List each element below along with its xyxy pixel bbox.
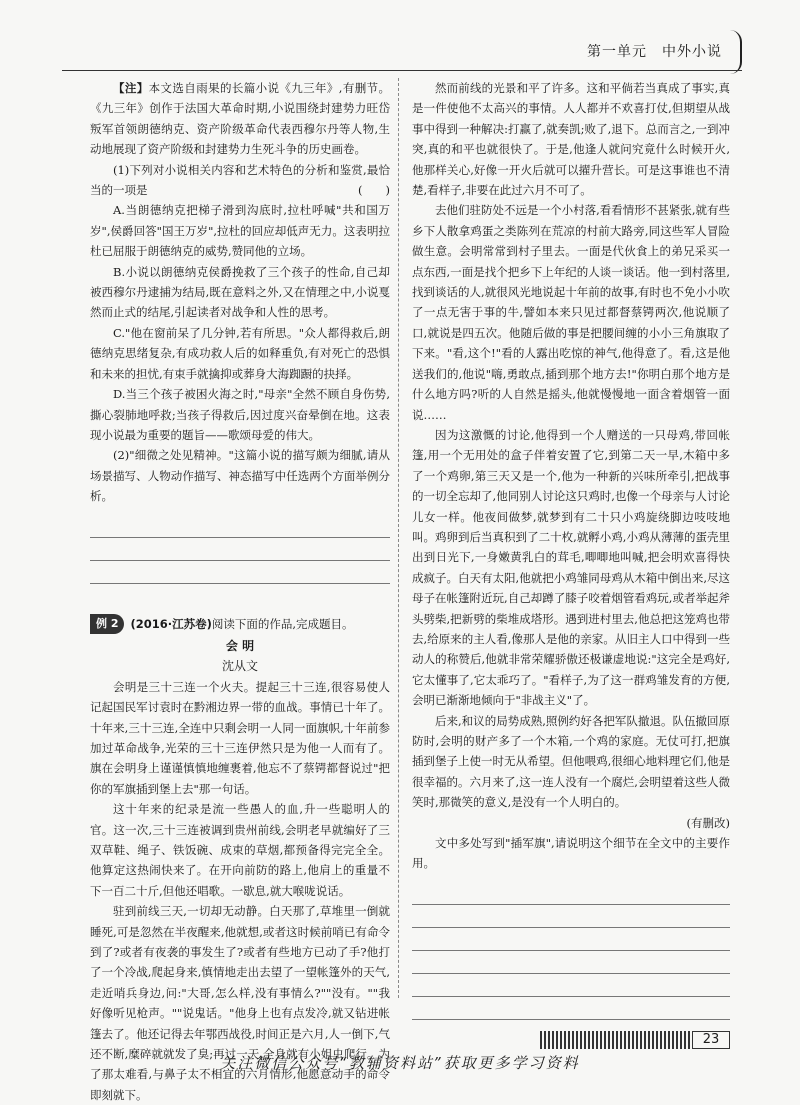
source-note: (有删改) <box>686 815 730 830</box>
answer-line[interactable] <box>412 974 730 997</box>
question-1 <box>90 160 390 201</box>
hatch-decoration <box>540 1031 692 1049</box>
article-title: 会 明 <box>225 638 255 653</box>
answer-line[interactable] <box>412 951 730 974</box>
article-author: 沈从文 <box>221 659 258 674</box>
article-paragraph-5: 去他们驻防处不远是一个小村落,看看情形不甚紧张,就有些乡下人散拿鸡蛋之类陈列在荒凉的村前大路旁,同这些军人冒险做生意。会明常常到村子里去。一面是代伙食上的弟兄采买一点东西,一面是找个把乡下上年纪的人谈一谈话。他一到村落里,找到谈话的人,就很风光地说起十年前的故事,有时也不免小小吹了一点无害于事的牛,譬如本来只见过都督蔡锷两次,他说顺了口,就说是四五次。他随后做的事是把腰间缠的小小三角旗取了下来。"看,这个!"看的人露出吃惊的神气,他得意了。看,这是他送我们的,他说"嗨,勇敢点,插到那个地方去!"你明白那个地方是什么地方吗?听的人自然是摇头,他就慢慢地一面含着烟管一面说…… <box>412 203 730 422</box>
answer-lines-right[interactable] <box>412 882 730 1020</box>
example-tag: 例 2 <box>90 614 124 634</box>
answer-line[interactable] <box>90 561 390 584</box>
answer-lines[interactable] <box>90 515 390 584</box>
answer-line[interactable] <box>412 905 730 928</box>
answer-line[interactable] <box>90 515 390 538</box>
header-curve-ornament <box>724 30 742 74</box>
example-desc: 阅读下面的作品,完成题目。 <box>211 616 354 631</box>
article-paragraph-6: 因为这激慨的讨论,他得到一个人赠送的一只母鸡,带回帐篷,用一个无用处的盒子伴着安置了它,到第二天一早,木箱中多了一个鸡卵,第三天又是一个,他为一种新的兴味所牵引,把战事的一切全忘却了,他同别人讨论这只鸡时,也像一个母亲与人讨论儿女一样。他夜间做梦,就梦到有二十只小鸡旋绕脚边吱吱地叫。鸡卵到后当真积到了二十枚,就孵小鸡,小鸡从薄薄的蛋壳里出到日光下,一身嫩黄乳白的茸毛,唧唧地叫喊,把会明欢喜得快成疯子。白天有太阳,他就把小鸡雏同母鸡从木箱中倒出来,尽这母子在帐篷附近玩,自己却蹲了膝子咬着烟管看鸡玩,或者举起斧头劈柴,把新劈的柴堆成塔形。遇到进村里去,他总把这笼鸡也带去,给原来的主人看,像那人是他的亲家。从旧主人口中得到一些动人的称赞后,他就非常荣耀骄傲还极谦虚地说:"这完全是鸡好,它太懂事了,它太乖巧了。"看样子,为了这一群鸡雏发育的方便,会明已渐渐地倾向于"非战主义"了。 <box>412 427 730 708</box>
note-label: 【注】 <box>113 81 149 95</box>
unit-title: 第一单元 中外小说 <box>587 44 722 60</box>
example-heading <box>90 614 390 634</box>
header-rule <box>62 70 742 71</box>
answer-line[interactable] <box>90 538 390 561</box>
example-source: (2016·江苏卷) <box>130 616 212 631</box>
option-b: B.小说以朗德纳克侯爵挽救了三个孩子的性命,自己却被西穆尔丹逮捕为结局,既在意料之外,又在情理之中,小说戛然而止式的结尾,引起读者对战争和人性的思考。 <box>90 264 390 320</box>
page-number-box <box>540 1031 730 1049</box>
note-paragraph <box>90 78 390 160</box>
left-column <box>90 78 390 1105</box>
page-header <box>0 0 800 70</box>
right-column <box>412 78 730 1020</box>
article-paragraph-3: 驻到前线三天,一切却无动静。白天那了,草堆里一倒就睡死,可是忽然在半夜醒来,他就想,或者这时候前哨已有命令到了?或者有夜袭的事发生了?或者有些地方已动了手?他打了一个冷战,爬起身来,慎情地走出去望了一望帐篷外的天气,走近哨兵身边,问:"大哥,怎么样,没有事情么?""没有。""我好像听见枪声。""说鬼话。"他身上也有点发冷,就又钻进帐篷去了。他还记得去年鄂西战役,时间正是六月,人一倒下,气还不断,糜碎就就发了臭;再过一天,全身就有小姐虫爬行。为了那太难看,与鼻子太不相宜的六月情形,他愿意动手的命令即刻就下。 <box>90 904 390 1102</box>
article-paragraph-4: 然而前线的光景和平了许多。这和平倘若当真成了事实,真是一件使他不太高兴的事情。人人都并不欢喜打仗,但期望从战事中得到一种解决:打赢了,就奏凯;败了,退下。总而言之,一到冲突,真的和平也就很快了。于是,他逢人就问究竟什么时候开火,他那样关心,好像一开火后就可以擢升营长。可是这事谁也不清楚,看样子,非要在此过六月不可了。 <box>412 81 730 198</box>
article-paragraph-2: 这十年来的纪录是流一些愚人的血,升一些聪明人的官。这一次,三十三连被调到贵州前线,会明老早就编好了三双草鞋、绳子、铁饭碗、成束的草烟,都预备得完完全全。他算定这热闹快来了。在开向前防的路上,他肩上的重量不下一百二十斤,但他还唱歌。一歇息,就大喉咙说话。 <box>90 802 390 898</box>
option-a: A.当朗德纳克把梯子滑到沟底时,拉杜呼喊"共和国万岁",侯爵回答"国王万岁",拉杜的回应却低声无力。这表明拉杜已屈服于朗德纳克的威势,赞同他的立场。 <box>90 203 390 259</box>
question-3: 文中多处写到"插军旗",请说明这个细节在全文中的主要作用。 <box>412 836 730 871</box>
footer-watermark: 关注微信公众号“教辅资料站”获取更多学习资料 <box>220 1054 580 1072</box>
option-c: C."他在窗前呆了几分钟,若有所思。"众人都得救后,朗德纳克思绪复杂,有成功救人后的如释重负,有对死亡的恐惧和未来的担忧,有束手就擒抑或葬身大海踟蹰的抉择。 <box>90 325 390 381</box>
article-paragraph-7: 后来,和议的局势成熟,照例约好各把军队撤退。队伍撤回原防时,会明的财产多了一个木箱,一个鸡的家庭。无仗可打,把旗插到堡子上使一时无从希望。但他喂鸡,很细心地料理它们,他是很幸福的。六月来了,这一连人没有一个腐烂,会明望着这些人微笑时,那微笑的意义,是没有一个人明白的。 <box>412 713 730 810</box>
question-2: (2)"细微之处见精神。"这篇小说的描写颇为细腻,请从场景描写、人物动作描写、神态描写中任选两个方面举例分析。 <box>90 448 390 504</box>
note-text: 本文选自雨果的长篇小说《九三年》,有删节。《九三年》创作于法国大革命时期,小说围绕封建势力旺岱叛军首领朗德纳克、资产阶级革命代表西穆尔丹等人物,生动地展现了资产阶级和封建势力生死斗争的历史画卷。 <box>90 81 390 157</box>
answer-line[interactable] <box>412 882 730 905</box>
option-d: D.当三个孩子被困火海之时,"母亲"全然不顾自身伤势,撕心裂肺地呼救;当孩子得救后,因过度兴奋晕倒在地。这表现小说最为重要的题旨——歌颂母爱的伟大。 <box>90 387 390 442</box>
column-divider <box>398 78 399 998</box>
answer-line[interactable] <box>412 997 730 1020</box>
answer-line[interactable] <box>412 928 730 951</box>
answer-bracket: ( ) <box>358 183 390 198</box>
page-number: 23 <box>692 1031 730 1049</box>
article-paragraph-1: 会明是三十三连一个火夫。提起三十三连,很容易使人记起国民军讨袁时在黔湘边界一带的血战。事情已十年了。十年来,三十三连,全连中只剩会明一人同一面旗帜,十年前参加过革命战争,光荣的三十三连伊然只是为他一人而有了。旗在会明身上谨谨慎慎地缠裹着,他忘不了蔡锷都督说过"把你的军旗插到堡上去"那一句话。 <box>90 679 390 796</box>
question-1-text: (1)下列对小说相关内容和艺术特色的分析和鉴赏,最恰当的一项是 <box>90 162 390 198</box>
